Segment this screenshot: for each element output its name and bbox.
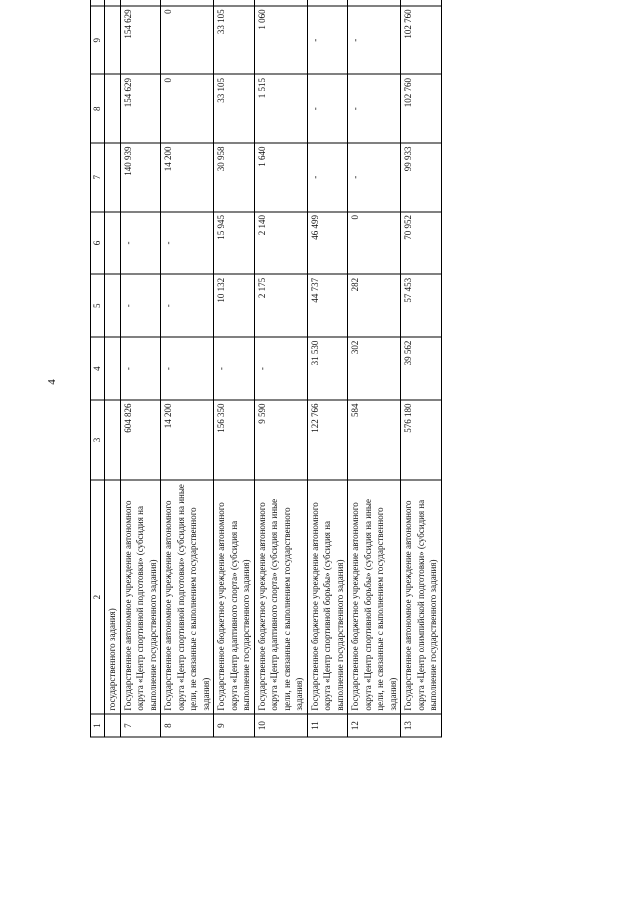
amount-cell: 0 <box>161 74 214 143</box>
amount-cell: 1 515 <box>254 74 307 143</box>
amount-cell: 122 766 <box>307 400 348 480</box>
amount-cell: 102 760 <box>401 74 442 143</box>
table-cell <box>104 0 120 6</box>
amount-cell: 2 175 <box>254 274 307 337</box>
amount-cell: - <box>120 274 161 337</box>
amount-cell: 154 629 <box>120 6 161 75</box>
amount-cell: 140 939 <box>120 143 161 212</box>
table-cell <box>104 6 120 75</box>
header-cell: 1 <box>91 714 105 737</box>
row-number: 13 <box>401 714 442 737</box>
amount-cell: 282 <box>348 274 401 337</box>
amount-cell: - <box>161 337 214 400</box>
table-body <box>120 0 441 737</box>
amount-cell: 15 945 <box>214 212 255 275</box>
table-cell <box>104 400 120 480</box>
amount-cell: 156 350 <box>214 400 255 480</box>
table-row <box>161 0 214 737</box>
column-number-header <box>91 0 105 737</box>
continuation-text: государственного задания) <box>104 480 120 714</box>
amount-cell: 99 933 <box>401 143 442 212</box>
row-number: 12 <box>348 714 401 737</box>
amount-cell: 10 132 <box>214 274 255 337</box>
institution-name: Государственное бюджетное учреждение автономного округа «Центр спортивной борьбы» (субсидия на выполнение государственного задания) <box>307 480 348 714</box>
institution-name: Государственное автономное учреждение автономного округа «Центр олимпийской подготовки» (субсидия на выполнение государственного задания) <box>401 480 442 714</box>
amount-cell: 33 105 <box>214 74 255 143</box>
amount-cell <box>161 0 214 6</box>
amount-cell <box>401 0 442 6</box>
table-cell <box>104 274 120 337</box>
amount-cell: 576 180 <box>401 400 442 480</box>
amount-cell: 604 826 <box>120 400 161 480</box>
table-row <box>214 0 255 737</box>
row-number: 11 <box>307 714 348 737</box>
amount-cell: 584 <box>348 400 401 480</box>
amount-cell: 154 629 <box>120 74 161 143</box>
header-cell: 9 <box>91 6 105 75</box>
amount-cell: 1 640 <box>254 143 307 212</box>
amount-cell: - <box>348 143 401 212</box>
rotated-page <box>90 0 570 738</box>
amount-cell: 31 530 <box>307 337 348 400</box>
amount-cell: - <box>307 143 348 212</box>
amount-cell <box>348 0 401 6</box>
amount-cell <box>120 0 161 6</box>
amount-cell: 70 952 <box>401 212 442 275</box>
table-row <box>254 0 307 737</box>
header-cell: 8 <box>91 74 105 143</box>
amount-cell: 39 562 <box>401 337 442 400</box>
amount-cell: - <box>348 6 401 75</box>
table-cell <box>104 212 120 275</box>
header-cell: 3 <box>91 400 105 480</box>
amount-cell: - <box>161 212 214 275</box>
header-cell: 7 <box>91 143 105 212</box>
amount-cell: - <box>161 274 214 337</box>
institution-name: Государственное автономное учреждение автономного округа «Центр спортивной подготовки» (субсидия на выполнение государственного задания) <box>120 480 161 714</box>
page-number: 4 <box>46 379 58 385</box>
header-cell: 4 <box>91 337 105 400</box>
amount-cell: - <box>254 337 307 400</box>
table-cell <box>104 143 120 212</box>
amount-cell <box>214 0 255 6</box>
amount-cell: 102 760 <box>401 6 442 75</box>
amount-cell: 14 200 <box>161 143 214 212</box>
institution-name: Государственное бюджетное учреждение автономного округа «Центр адаптивного спорта» (субсидия на выполнение государственного задания) <box>214 480 255 714</box>
row-number: 10 <box>254 714 307 737</box>
amount-cell: - <box>348 74 401 143</box>
institution-name: Государственное автономное учреждение автономного округа «Центр спортивной подготовки» (субсидия на иные цели, не связанные с выполнением государственного задания) <box>161 480 214 714</box>
table-row <box>348 0 401 737</box>
amount-cell: 9 590 <box>254 400 307 480</box>
amount-cell: 46 499 <box>307 212 348 275</box>
funding-table <box>90 0 442 738</box>
header-cell: 6 <box>91 212 105 275</box>
row-number: 7 <box>120 714 161 737</box>
amount-cell: - <box>120 212 161 275</box>
table-cell <box>104 714 120 737</box>
header-cell <box>91 0 105 6</box>
table-cell <box>104 74 120 143</box>
amount-cell: 33 105 <box>214 6 255 75</box>
amount-cell: 1 060 <box>254 6 307 75</box>
continuation-row <box>104 0 120 737</box>
table-row <box>307 0 348 737</box>
institution-name: Государственное бюджетное учреждение автономного округа «Центр адаптивного спорта» (субсидия на иные цели, не связанные с выполнением государственного задания) <box>254 480 307 714</box>
amount-cell <box>254 0 307 6</box>
amount-cell: 0 <box>348 212 401 275</box>
amount-cell: 44 737 <box>307 274 348 337</box>
amount-cell: 302 <box>348 337 401 400</box>
amount-cell: - <box>214 337 255 400</box>
amount-cell <box>307 0 348 6</box>
table-row <box>120 0 161 737</box>
amount-cell: - <box>120 337 161 400</box>
row-number: 8 <box>161 714 214 737</box>
amount-cell: 30 958 <box>214 143 255 212</box>
table-row <box>401 0 442 737</box>
amount-cell: 14 200 <box>161 400 214 480</box>
amount-cell: 0 <box>161 6 214 75</box>
amount-cell: - <box>307 74 348 143</box>
amount-cell: - <box>307 6 348 75</box>
header-cell: 5 <box>91 274 105 337</box>
row-number: 9 <box>214 714 255 737</box>
institution-name: Государственное бюджетное учреждение автономного округа «Центр спортивной борьбы» (субсидия на иные цели, не связанные с выполнением государственного задания) <box>348 480 401 714</box>
amount-cell: 2 140 <box>254 212 307 275</box>
header-cell: 2 <box>91 480 105 714</box>
table-cell <box>104 337 120 400</box>
amount-cell: 57 453 <box>401 274 442 337</box>
